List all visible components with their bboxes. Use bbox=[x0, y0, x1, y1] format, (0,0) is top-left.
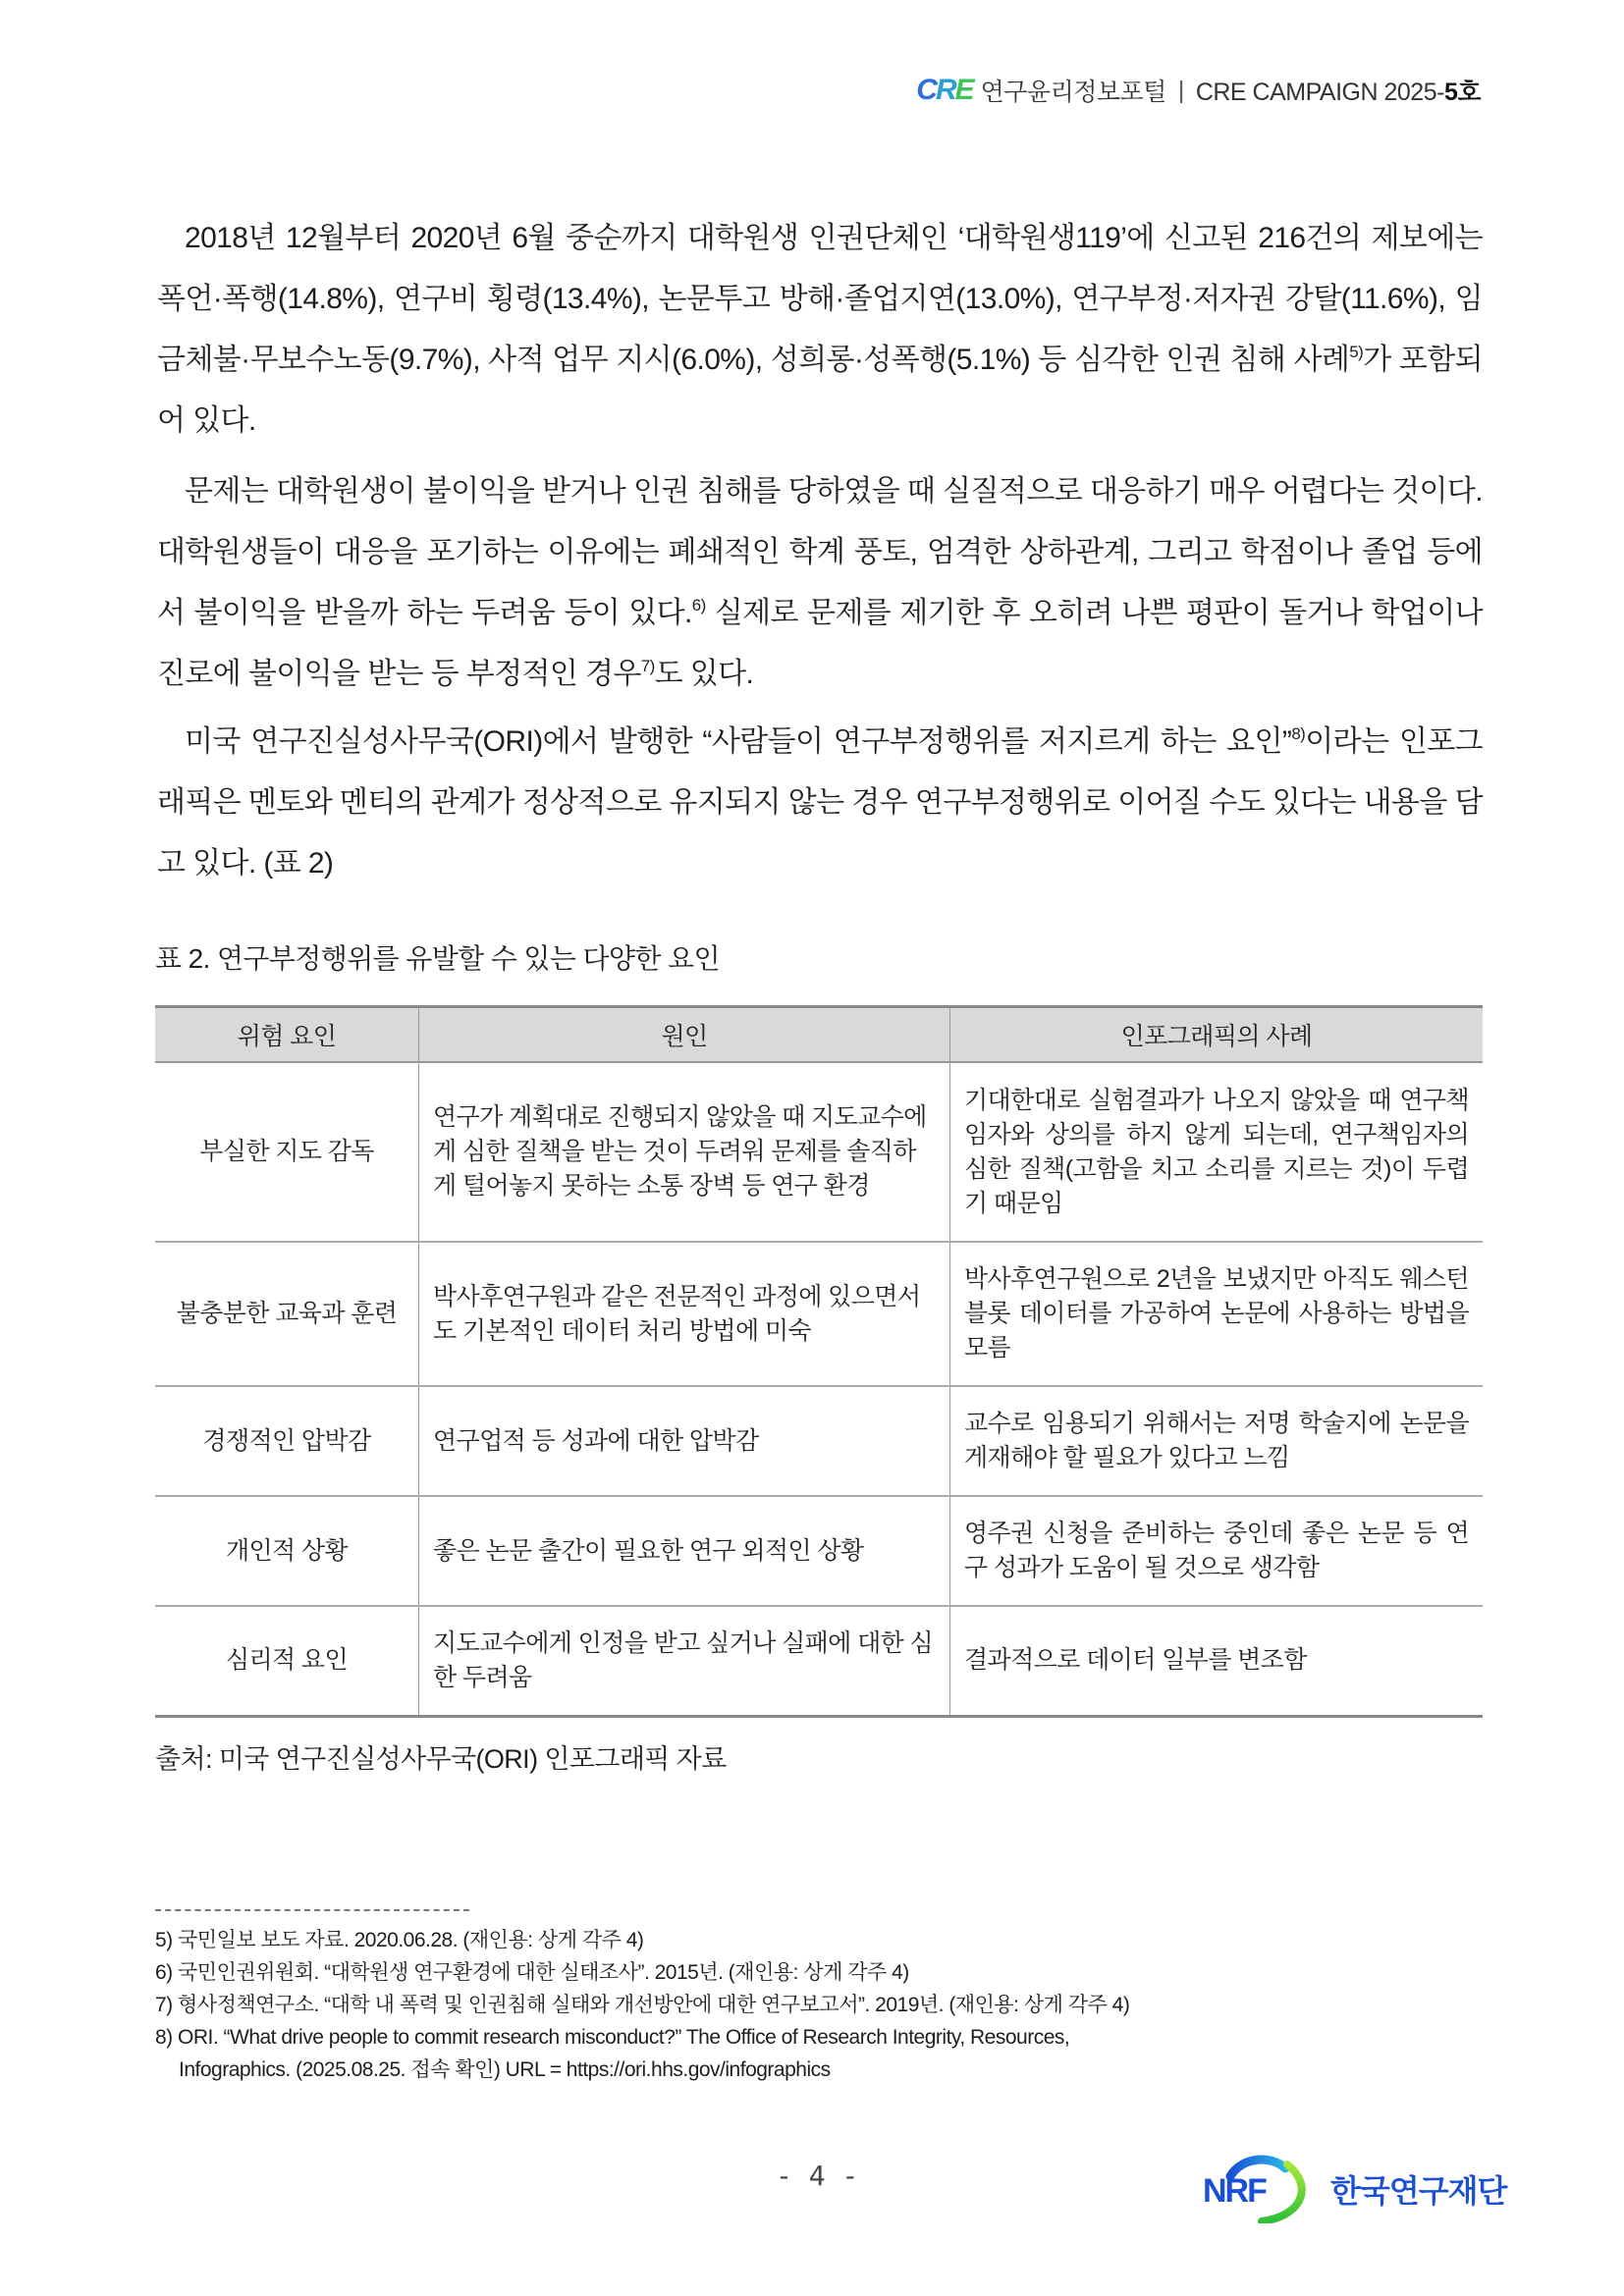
example-cell: 기대한대로 실험결과가 나오지 않았을 때 연구책임자와 상의를 하지 않게 되는데, 연구책임자의 심한 질책(고함을 치고 소리를 지르는 것)이 두렵기 때문임 bbox=[950, 1062, 1484, 1242]
campaign-title: CRE CAMPAIGN 2025-5호 bbox=[1195, 79, 1481, 106]
paragraph-3: 미국 연구진실성사무국(ORI)에서 발행한 “사람들이 연구부정행위를 저지르게 하는 요인”$^{8)}$이라는 인포그래픽은 멘토와 멘티의 관계가 정상적으로 유지되지 않는 경우 연구부정행위로 이어질 수도 있다는 내용을 담고 있다. (표 2) bbox=[157, 724, 1484, 880]
cause-cell: 지도교수에게 인정을 받고 싶거나 실패에 대한 심한 두려움 bbox=[419, 1606, 950, 1716]
risk-factors-table bbox=[155, 1005, 1483, 1718]
footnote-5: 5) 국민일보 보도 자료. 2020.06.28. (재인용: 상게 각주 4) bbox=[155, 1929, 644, 1951]
table-source: 출처: 미국 연구진실성사무국(ORI) 인포그래픽 자료 bbox=[155, 1744, 727, 1774]
nrf-swoosh-icon: NRF bbox=[1203, 2155, 1321, 2223]
risk-cell: 경쟁적인 압박감 bbox=[155, 1386, 419, 1496]
footnote-ref-5[interactable]: 5) bbox=[1349, 343, 1364, 361]
table-row bbox=[155, 1496, 1483, 1606]
nrf-logo bbox=[1203, 2155, 1506, 2223]
header-cause: 원인 bbox=[419, 1007, 950, 1063]
page-number: - 4 - bbox=[776, 2160, 859, 2192]
header-separator: | bbox=[1177, 76, 1184, 104]
header-example: 인포그래픽의 사례 bbox=[950, 1007, 1484, 1063]
footnote-ref-6[interactable]: 6) bbox=[691, 596, 706, 614]
cause-cell: 연구가 계획대로 진행되지 않았을 때 지도교수에게 심한 질책을 받는 것이 두려워 문제를 솔직하게 털어놓지 못하는 소통 장벽 등 연구 환경 bbox=[419, 1062, 950, 1242]
risk-cell: 불충분한 교육과 훈련 bbox=[155, 1242, 419, 1386]
issue-number: 5호 bbox=[1443, 79, 1481, 106]
page-header bbox=[916, 71, 1481, 110]
table-caption: 표 2. 연구부정행위를 유발할 수 있는 다양한 요인 bbox=[155, 943, 720, 974]
example-cell: 박사후연구원으로 2년을 보냈지만 아직도 웨스턴 블롯 데이터를 가공하여 논문에 사용하는 방법을 모름 bbox=[950, 1242, 1484, 1386]
risk-cell: 부실한 지도 감독 bbox=[155, 1062, 419, 1242]
table-row bbox=[155, 1386, 1483, 1496]
cause-cell: 좋은 논문 출간이 필요한 연구 외적인 상황 bbox=[419, 1496, 950, 1606]
paragraph-1: 2018년 12월부터 2020년 6월 중순까지 대학원생 인권단체인 ‘대학원생119’에 신고된 216건의 제보에는 폭언·폭행(14.8%), 연구비 횡령(13.4%), 논문투고 방해·졸업지연(13.0%), 연구부정·저자권 강탈(11.6%), 임금체불·무보수노동(9.7%), 사적 업무 지시(6.0%), 성희롱·성폭행(5.1%) 등 심각한 인권 침해 사례$^{5)}$가 포함되어 있다. bbox=[157, 222, 1484, 437]
footnotes bbox=[155, 1924, 1490, 2086]
footnote-divider bbox=[155, 1909, 469, 1911]
table-row bbox=[155, 1606, 1483, 1716]
risk-cell: 개인적 상황 bbox=[155, 1496, 419, 1606]
header-risk-factor: 위험 요인 bbox=[155, 1007, 419, 1063]
table-header-row bbox=[155, 1007, 1483, 1063]
cre-logo: C R E bbox=[916, 74, 973, 106]
table-row bbox=[155, 1242, 1483, 1386]
footnote-ref-7[interactable]: 7) bbox=[640, 657, 655, 675]
footnote-ref-8[interactable]: 8) bbox=[1291, 724, 1306, 743]
paragraph-2: 문제는 대학원생이 불이익을 받거나 인권 침해를 당하였을 때 실질적으로 대응하기 매우 어렵다는 것이다. 대학원생들이 대응을 포기하는 이유에는 폐쇄적인 학계 풍토, 엄격한 상하관계, 그리고 학점이나 졸업 등에서 불이익을 받을까 하는 두려움 등이 있다.$^{6)}$ 실제로 문제를 제기한 후 오히려 나쁜 평판이 돌거나 학업이나 진로에 불이익을 받는 등 부정적인 경우$^{7)}$도 있다. bbox=[157, 475, 1483, 690]
cause-cell: 연구업적 등 성과에 대한 압박감 bbox=[419, 1386, 950, 1496]
example-cell: 영주권 신청을 준비하는 중인데 좋은 논문 등 연구 성과가 도움이 될 것으로 생각함 bbox=[950, 1496, 1484, 1606]
risk-cell: 심리적 요인 bbox=[155, 1606, 419, 1716]
footnote-7: 7) 형사정책연구소. “대학 내 폭력 및 인권침해 실태와 개선방안에 대한 연구보고서”. 2019년. (재인용: 상게 각주 4) bbox=[155, 1994, 1130, 2016]
table-row bbox=[155, 1062, 1483, 1242]
example-cell: 결과적으로 데이터 일부를 변조함 bbox=[950, 1606, 1484, 1716]
cause-cell: 박사후연구원과 같은 전문적인 과정에 있으면서도 기본적인 데이터 처리 방법에 미숙 bbox=[419, 1242, 950, 1386]
footnote-8-continuation: Infographics. (2025.08.25. 접속 확인) URL = https://ori.hhs.gov/infographics bbox=[179, 2058, 831, 2081]
footnote-8: 8) ORI. “What drive people to commit research misconduct?” The Office of Research Integrity, Resources, bbox=[155, 2026, 1070, 2049]
portal-name: 연구윤리정보포털 bbox=[980, 79, 1166, 106]
footnote-6: 6) 국민인권위원회. “대학원생 연구환경에 대한 실태조사”. 2015년. (재인용: 상게 각주 4) bbox=[155, 1961, 909, 1984]
example-cell: 교수로 임용되기 위해서는 저명 학술지에 논문을 게재해야 할 필요가 있다고 느낌 bbox=[950, 1386, 1484, 1496]
org-name: 한국연구재단 bbox=[1330, 2173, 1507, 2209]
